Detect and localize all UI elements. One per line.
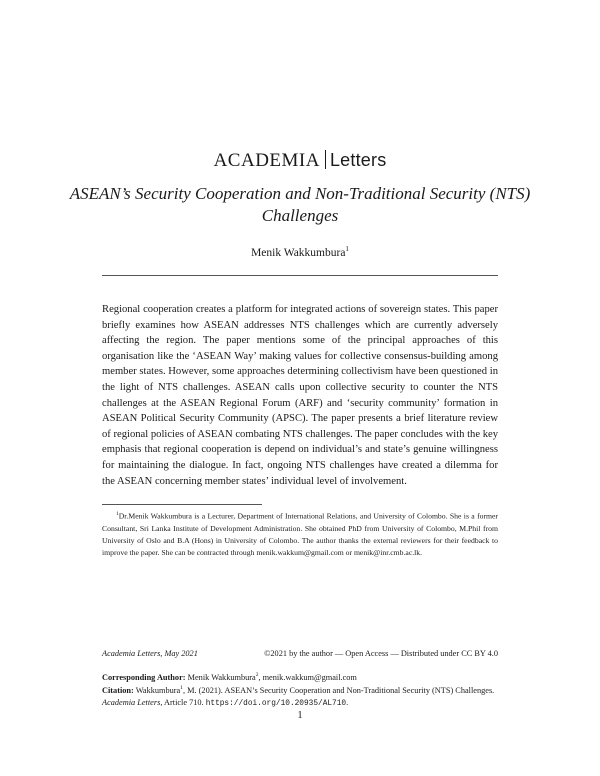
corresponding-author <box>102 670 498 683</box>
footnote-divider <box>102 504 262 505</box>
citation-doi-link[interactable]: https://doi.org/10.20935/AL710 <box>205 699 347 708</box>
brand-separator <box>325 150 326 169</box>
title-divider <box>102 275 498 276</box>
page-number: 1 <box>297 710 303 721</box>
citation-mark: 1 <box>180 685 183 692</box>
corresponding-name: Menik Wakkumbura <box>187 672 256 682</box>
correspondence-block <box>102 670 498 710</box>
citation-author: Wakkumbura <box>135 686 181 696</box>
corresponding-mark: 2 <box>255 672 259 678</box>
citation-end: . <box>346 697 349 707</box>
footnote-mark: 1 <box>116 511 119 517</box>
academia-letters-logo <box>0 150 600 172</box>
citation-label: Citation: <box>102 686 134 696</box>
citation <box>102 683 498 710</box>
author-footnote-mark: 1 <box>345 245 349 253</box>
brand-sub: Letters <box>329 150 387 170</box>
paper-title: ASEAN’s Security Cooperation and Non-Traditional Security (NTS) Challenges <box>69 184 531 225</box>
citation-journal: Academia Letters <box>102 697 161 707</box>
brand-main: ACADEMIA <box>213 150 320 171</box>
corresponding-label: Corresponding Author: <box>102 672 186 682</box>
author-footnote <box>102 508 498 559</box>
abstract-paragraph: Regional cooperation creates a platform for integrated actions of sovereign states. This paper briefly examines how ASEAN addresses NTS challenges which are currently adversely affecting the region. The paper mentions some of the principal approaches of this organisation like the ‘ASEAN Way’ making values for collective consensus-building among member states. However, some approaches determining collectivism have been questioned in the light of NTS challenges. ASEAN calls upon collective security to counter the NTS challenges at the ASEAN Regional Forum (ARF) and ‘security community’ formation in ASEAN Political Security Community (APSC). The paper presents a brief literature review of regional policies of ASEAN combating NTS challenges. The paper concludes with the key emphasis that regional cooperation is depend on individual’s and state’s genuine willingness for maintaining the dialogue. In fact, ongoing NTS challenges have created a dilemma for the ASEAN concerning member states’ individual level of involvement. <box>102 304 498 487</box>
citation-text: , M. (2021). ASEAN’s Security Cooperation and Non-Traditional Security (NTS) Challenges. <box>183 686 495 696</box>
license-text: ©2021 by the author — Open Access — Distributed under CC BY 4.0 <box>264 649 498 658</box>
author-name: Menik Wakkumbura <box>251 246 346 259</box>
journal-date: Academia Letters, May 2021 <box>102 649 198 658</box>
citation-article: , Article 710. <box>160 697 204 707</box>
footnote-text: Dr.Menik Wakkumbura is a Lecturer, Department of International Relations, and University of Colombo. She is a former Consultant, Sri Lanka Institute of Development Administration. She obtained PhD from University of Colombo, M.Phil from University of Oslo and B.A (Hons) in University of Colombo. The author thanks the external reviewers for their feedback to improve the paper. She can be contracted through menik.wakkum@gmail.com or menik@inr.cmb.ac.lk. <box>102 511 498 558</box>
corresponding-email[interactable]: , menik.wakkum@gmail.com <box>258 672 357 682</box>
author-line <box>0 245 600 259</box>
